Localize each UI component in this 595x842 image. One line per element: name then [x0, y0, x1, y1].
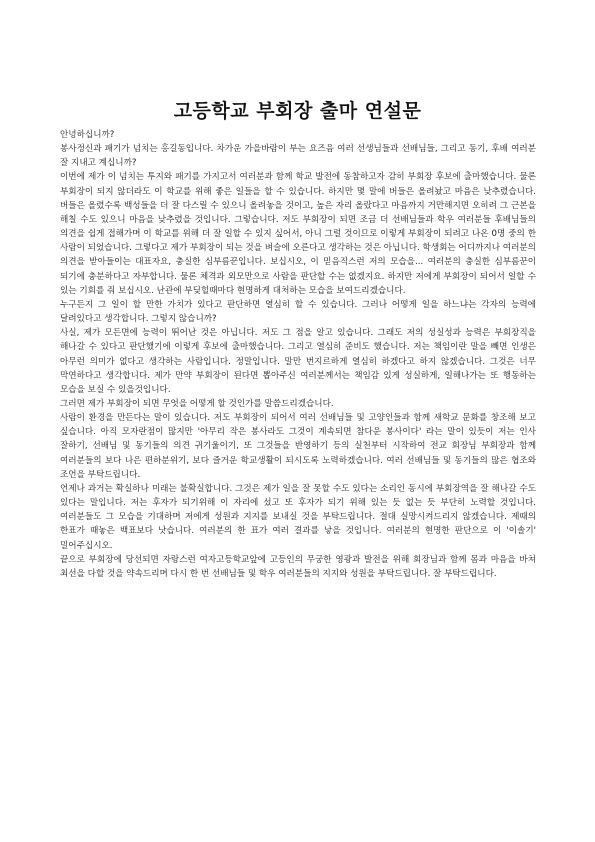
paragraph-introduction: 봉사정신과 패기가 넘치는 홍길동입니다. 차가운 가을바람이 부는 요즈음 여러 선생님들과 선배님들, 그리고 동기, 후배 여러분 잘 지내고 계십니까? [60, 144, 536, 169]
paragraph-future: 언제나 과거는 확실하나 미래는 불확실합니다. 그것은 제가 일을 잘 못할 수도 있다는 소리인 동시에 부회장역을 잘 해나갈 수도 있다는 말입니다. 저는 후자가 되기위해 이 자리에 섰고 또 후자가 되기 위해 있는 듯 없는 듯 부단히 노력할 것입니다. 여러분들도 그 모습을 기대하며 저에게 성원과 지지를 보내실 것을 부탁드립니다. 절대 실망시켜드리지 않겠습니다. 제때의 한표가 때놓은 백표보다 낫습니다. 여러분의 한 표가 여러 결과를 낳을 것입니다. 여러분의 현명한 판단으로 이 '이솔기' 밀어주십시오. [60, 483, 536, 551]
document-body [60, 128, 536, 581]
paragraph-motivation: 이번에 제가 이 넘치는 투지와 패기를 가지고서 여러분과 함께 학교 발전에 동참하고자 감히 부회장 후보에 출마했습니다. 물론 부회장이 되지 않더라도 이 학교를 위해 좋은 일들을 할 수 있습니다. 하지만 몇 말에 버들은 올려놨고 마음은 낮추렸습니다. 버들은 올렸수록 백성들을 더 잘 다스릴 수 있으니 올려놓을 것이고, 높은 자리 올랐다고 마음까지 거만해지면 오히려 그 근본을 해칠 수도 있으니 마음을 낮추렸을 것입니다. 그렇습니다. 저도 부회장이 되면 조금 더 선배님들과 학우 여러분들 후배님들의 의견을 쉽게 접해가며 이 학교를 위해 더 잘 일할 수 있지 싶어서, 아니 그럴 것이므로 이렇게 부회장이 되려고 나온 0명 중의 한 사람이 되었습니다. 그렇다고 제가 부회장이 되는 것을 벼슬에 오른다고 생각하는 것은 아닙니다. 학생회는 어디까지나 여러분의 의견을 받아들이는 대표자요, 충실한 심부름꾼입니다. 보십시오, 이 믿음직스런 저의 모습을... 여러분의 충실한 심부름꾼이 되기에 충분하다고 자부합니다. 물론 체격과 외모만으로 사람을 판단할 수는 없겠지요. 하지만 저에게 부회장이 되어서 일할 수 있는 기회를 줘 보십시오. 난관에 부딪힐때마다 현명하게 대처하는 모습을 보여드리겠습니다. [60, 172, 537, 296]
document-title: 고등학교 부회장 출마 연설문 [173, 100, 422, 122]
paragraph-plan: 사람이 환경을 만든다는 말이 있습니다. 저도 부회장이 되어서 여러 선배님들 및 고양인들과 함께 새학교 문화를 창조해 보고 싶습니다. 아직 모자란점이 많지만 '아무리 작은 봉사라도 그것이 계속되면 참다운 봉사이다' 라는 말이 있듯이 저는 인사 잘하기, 선배님 및 동기들의 의견 귀기울이기, 또 그것들을 반영하기 등의 실천부터 시작하여 전교 회장님 부회장과 함께 여러분들의 보다 나은 편하분위기, 보다 즐거운 학교생활이 되시도록 노력하겠습니다. 여러 선배님들 및 동기들의 많은 협조와 조언을 부탁드립니다. [60, 413, 536, 480]
paragraph-ability: 누구든지 그 일이 할 만한 가치가 있다고 판단하면 열심히 할 수 있습니다. 그러나 어떻게 일을 하느냐는 각자의 능력에 달려있다고 생각합니다. 그렇지 않습니까? [60, 299, 536, 325]
paragraph-greeting: 안녕하십니까? [60, 130, 115, 140]
paragraph-closing: 끝으로 부회장에 당선되면 자랑스런 여자고등학교앞에 고등인의 무궁한 영광과 발전을 위해 회장님과 함께 몸과 마음을 바쳐 최선을 다할 것을 약속드리며 다시 한 번 선배님들 및 학우 여러분들의 지지와 성원을 부탁드립니다. 잘 부탁드립니다. [60, 554, 536, 579]
paragraph-responsibility: 사실, 제가 모든면에 능력이 뛰어난 것은 아닙니다. 저도 그 점을 알고 있습니다. 그래도 저의 성실성과 능력은 부회장직을 해나갈 수 있다고 판단했기에 이렇게 후보에 출마했습니다. 그리고 열심히 준비도 했습니다. 저는 책임이란 말을 빼면 인생은 아무런 의미가 없다고 생각하는 사람입니다. 정말입니다. 말만 번지르하게 열심히 하겠다고 하지 않겠습니다. 그것은 너무 막연하다고 생각합니다. 제가 만약 부회장이 된다면 뽑아주신 여러분께서는 책임감 있게 성실하게, 일해나가는 또 행동하는 모습을 보실 수 있을것입니다. [60, 328, 536, 395]
paragraph-plan-intro: 그러면 제가 부회장이 되면 무엇을 어떻게 할 것인가를 말씀드리겠습니다. [60, 398, 334, 409]
